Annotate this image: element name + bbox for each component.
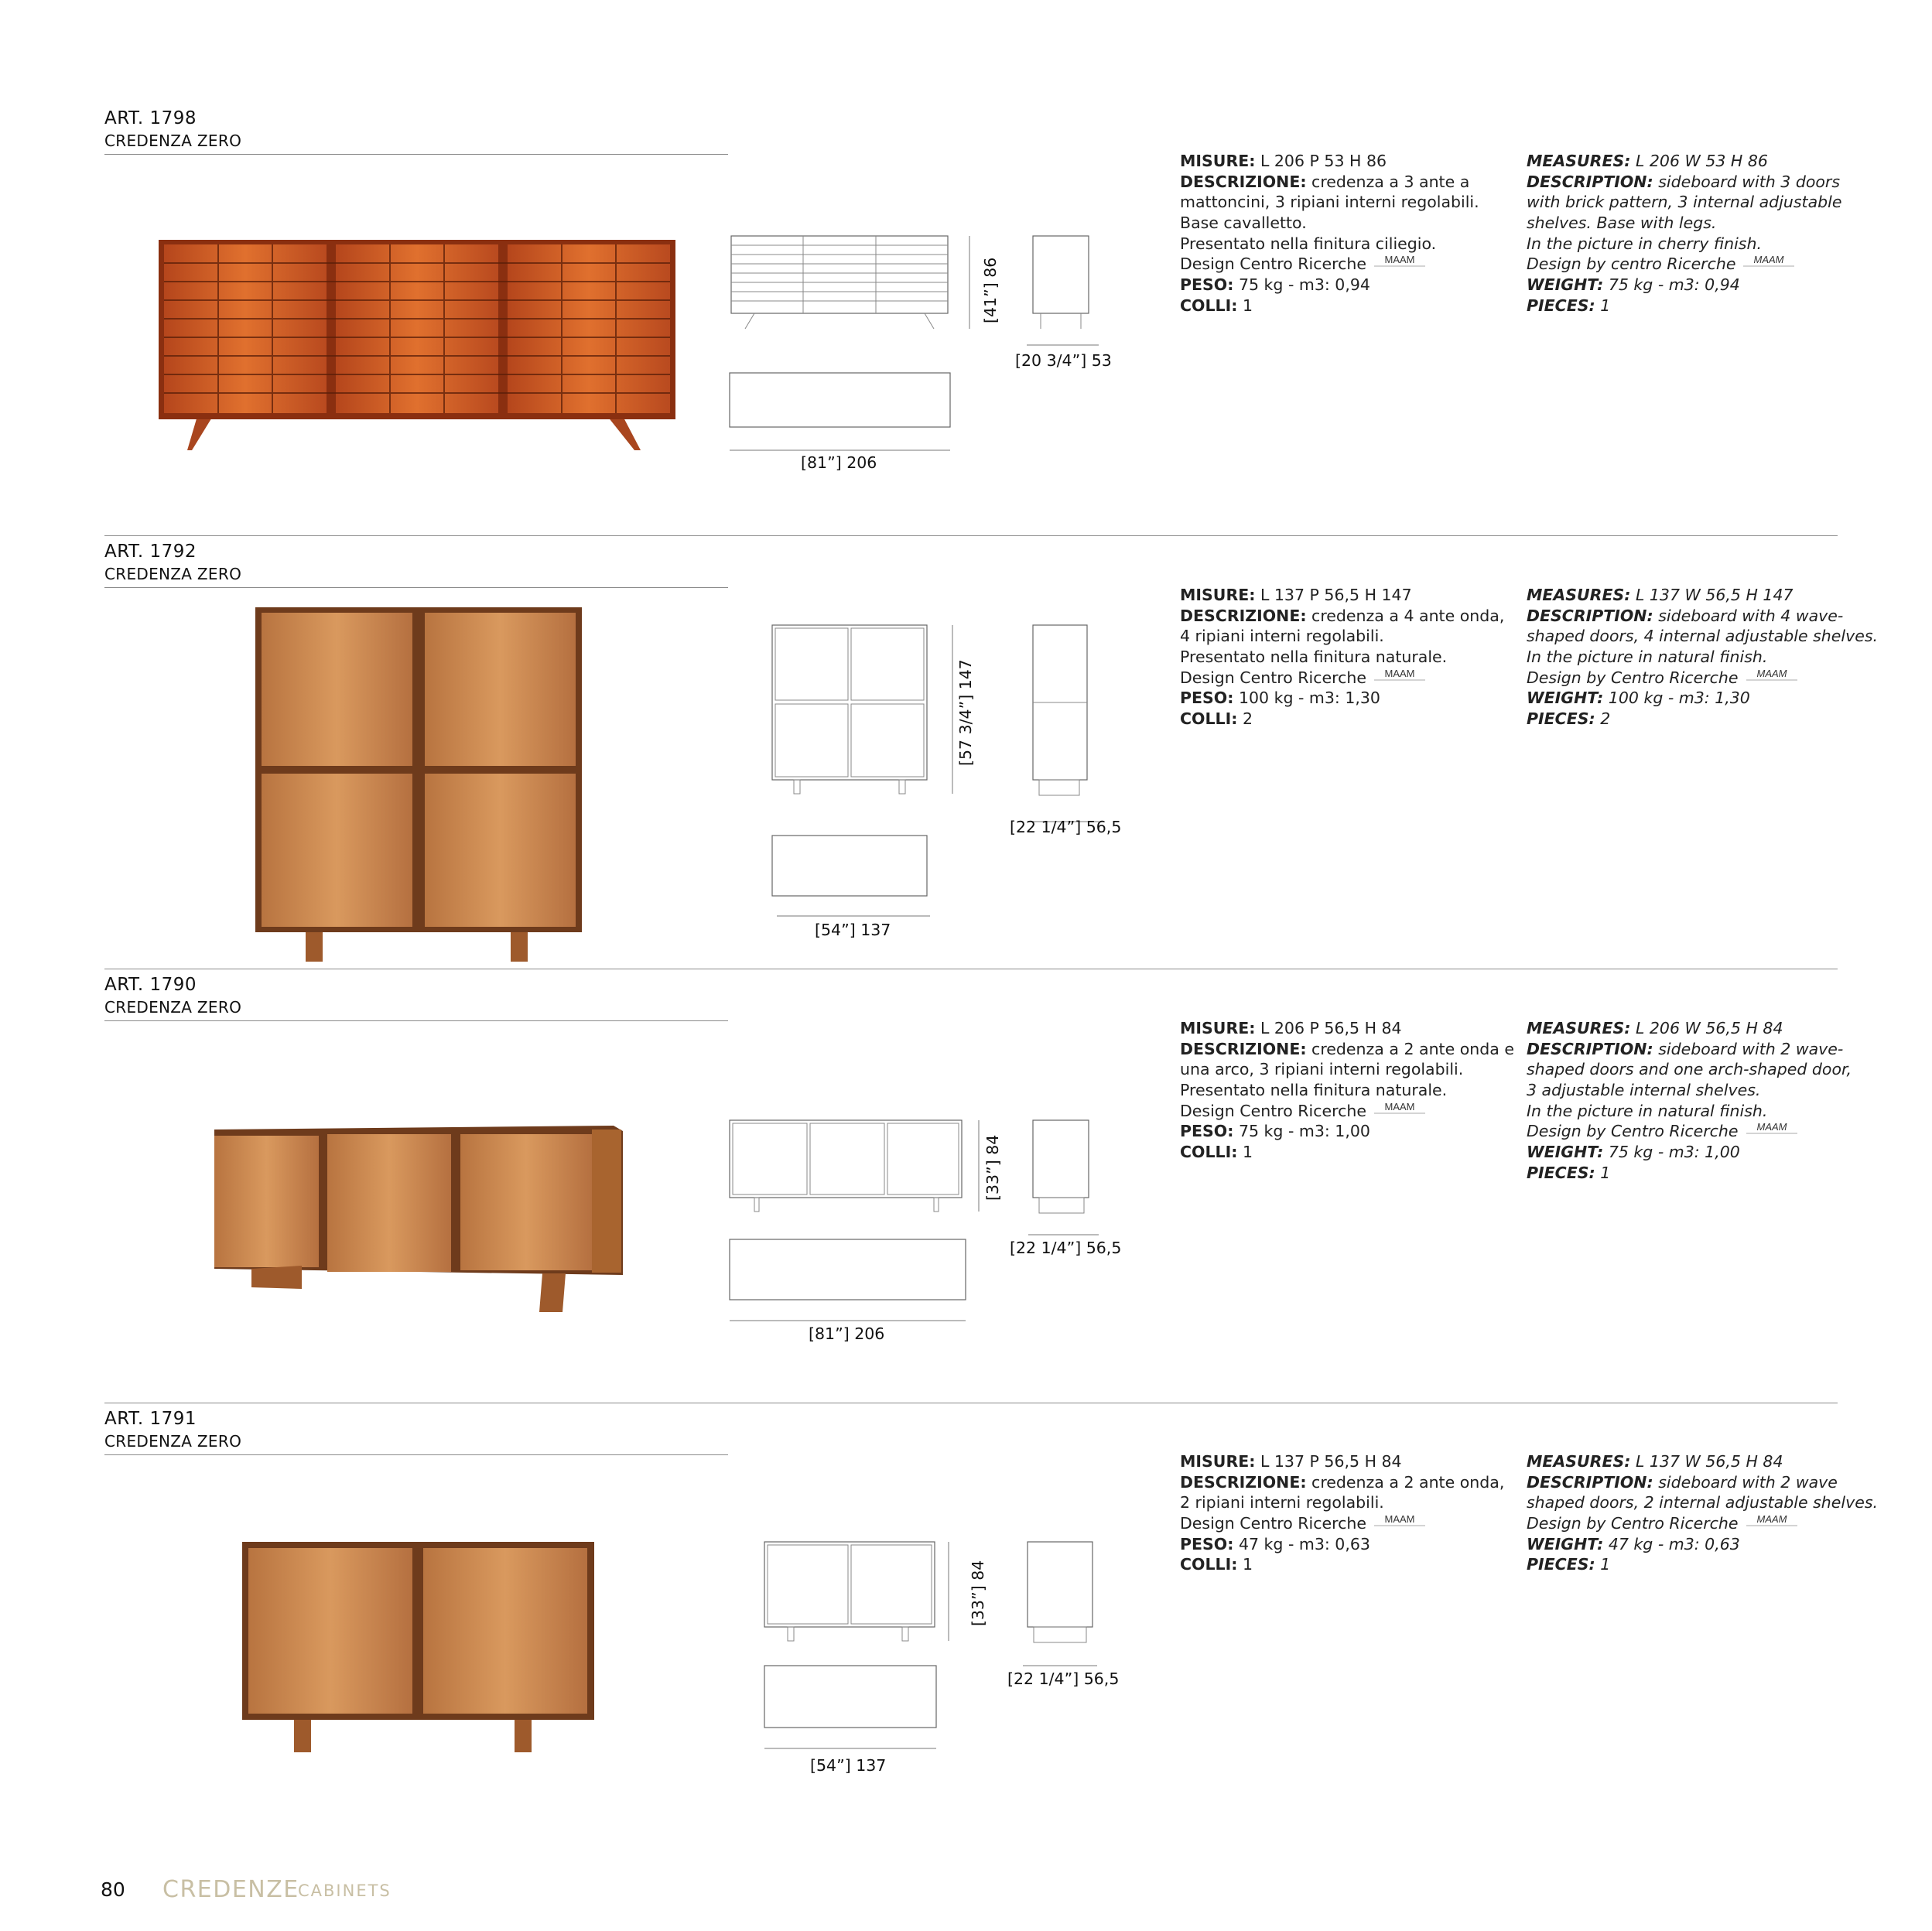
svg-text:MAAM: MAAM bbox=[1384, 667, 1415, 679]
product-photo-1790 bbox=[205, 1122, 627, 1315]
spec-line bbox=[1527, 606, 1878, 627]
spec-line bbox=[1527, 1121, 1852, 1142]
spec-line bbox=[1527, 1513, 1878, 1534]
footer-subcategory: CABINETS bbox=[298, 1881, 392, 1900]
spec-line bbox=[1527, 172, 1841, 193]
page-number: 80 bbox=[101, 1878, 125, 1901]
section-rule bbox=[104, 1020, 728, 1021]
spec-line bbox=[1527, 192, 1841, 213]
spec-value: Design Centro Ricerche bbox=[1180, 255, 1366, 274]
spec-value: Design by Centro Ricerche bbox=[1527, 1514, 1739, 1533]
spec-value: Design by centro Ricerche bbox=[1527, 255, 1736, 274]
spec-value: L 206 W 53 H 86 bbox=[1630, 152, 1768, 170]
spec-value: 1 bbox=[1237, 1555, 1253, 1574]
spec-value: 100 kg - m3: 1,30 bbox=[1233, 689, 1380, 708]
section-rule bbox=[104, 154, 728, 155]
article-code: ART. 1791 bbox=[104, 1409, 197, 1429]
specs-it-1798 bbox=[1180, 151, 1479, 316]
spec-line bbox=[1180, 606, 1504, 627]
spec-line bbox=[1527, 1101, 1852, 1122]
spec-line bbox=[1527, 1080, 1852, 1101]
spec-line bbox=[1527, 1018, 1852, 1039]
spec-value: 2 ripiani interni regolabili. bbox=[1180, 1493, 1384, 1512]
spec-value: L 206 W 56,5 H 84 bbox=[1630, 1019, 1783, 1037]
spec-value: Design Centro Ricerche bbox=[1180, 1514, 1366, 1533]
article-name: CREDENZA ZERO bbox=[104, 565, 242, 583]
spec-line bbox=[1527, 1534, 1878, 1555]
technical-drawing-1790 bbox=[723, 1114, 987, 1338]
maam-logo-icon bbox=[1373, 254, 1427, 271]
spec-line bbox=[1180, 585, 1504, 606]
spec-label: PIECES: bbox=[1527, 1555, 1595, 1574]
spec-line bbox=[1527, 151, 1841, 172]
spec-value: 47 kg - m3: 0,63 bbox=[1603, 1534, 1740, 1553]
spec-value: L 206 P 56,5 H 84 bbox=[1255, 1019, 1402, 1037]
section-rule bbox=[104, 587, 728, 588]
spec-value: with brick pattern, 3 internal adjustable bbox=[1527, 193, 1842, 212]
article-name: CREDENZA ZERO bbox=[104, 132, 242, 150]
side-drawing-1791 bbox=[1020, 1536, 1105, 1675]
spec-line bbox=[1180, 1451, 1504, 1472]
spec-line bbox=[1180, 1142, 1514, 1163]
spec-label: DESCRIZIONE: bbox=[1180, 172, 1307, 191]
spec-value: 75 kg - m3: 1,00 bbox=[1233, 1122, 1370, 1141]
spec-label: WEIGHT: bbox=[1527, 275, 1604, 295]
spec-value: Design Centro Ricerche bbox=[1180, 668, 1366, 687]
spec-line bbox=[1527, 709, 1878, 730]
section-divider bbox=[104, 535, 1838, 536]
spec-value: sideboard with 2 wave bbox=[1653, 1472, 1838, 1492]
spec-line bbox=[1527, 296, 1841, 316]
spec-value: una arco, 3 ripiani interni regolabili. bbox=[1180, 1060, 1464, 1079]
spec-label: DESCRIZIONE: bbox=[1180, 1039, 1307, 1058]
depth-dimension: [22 1/4”] 56,5 bbox=[1010, 818, 1122, 836]
spec-value: In the picture in natural finish. bbox=[1527, 1101, 1768, 1120]
spec-value: Presentato nella finitura ciliegio. bbox=[1180, 234, 1437, 253]
specs-it-1792 bbox=[1180, 585, 1504, 730]
svg-text:MAAM: MAAM bbox=[1756, 1121, 1787, 1133]
spec-label: MEASURES: bbox=[1527, 1019, 1631, 1037]
spec-line bbox=[1180, 626, 1504, 647]
svg-text:MAAM: MAAM bbox=[1753, 254, 1784, 266]
spec-line bbox=[1180, 296, 1479, 316]
spec-line bbox=[1180, 1492, 1504, 1513]
spec-value: credenza a 3 ante a bbox=[1306, 172, 1470, 191]
spec-line bbox=[1180, 1554, 1504, 1575]
specs-en-1790 bbox=[1527, 1018, 1852, 1184]
spec-line bbox=[1180, 688, 1504, 709]
spec-label: MEASURES: bbox=[1527, 152, 1631, 170]
width-dimension: [54”] 137 bbox=[810, 1756, 887, 1775]
spec-line bbox=[1527, 1451, 1878, 1472]
spec-line bbox=[1180, 647, 1504, 668]
spec-label: DESCRIPTION: bbox=[1527, 1039, 1653, 1058]
spec-line bbox=[1527, 585, 1878, 606]
spec-label: DESCRIPTION: bbox=[1527, 172, 1653, 191]
spec-value: L 206 P 53 H 86 bbox=[1255, 152, 1387, 170]
height-dimension: [57 3/4”] 147 bbox=[956, 659, 975, 766]
spec-value: Design by Centro Ricerche bbox=[1527, 1122, 1739, 1141]
spec-line bbox=[1527, 668, 1878, 689]
spec-line bbox=[1527, 1472, 1878, 1493]
spec-label: DESCRIZIONE: bbox=[1180, 606, 1307, 625]
technical-drawing-1792 bbox=[766, 619, 959, 928]
spec-label: COLLI: bbox=[1180, 1555, 1238, 1574]
maam-logo-icon bbox=[1373, 1101, 1427, 1118]
spec-line bbox=[1527, 1163, 1852, 1184]
spec-label: WEIGHT: bbox=[1527, 1143, 1604, 1162]
width-dimension: [81”] 206 bbox=[801, 453, 877, 472]
spec-line bbox=[1527, 1492, 1878, 1513]
spec-value: L 137 P 56,5 H 147 bbox=[1255, 586, 1412, 604]
spec-value: shaped doors and one arch-shaped door, bbox=[1527, 1060, 1852, 1079]
article-code: ART. 1790 bbox=[104, 975, 197, 995]
product-photo-1792 bbox=[248, 603, 588, 967]
article-code: ART. 1792 bbox=[104, 542, 197, 562]
spec-value: In the picture in natural finish. bbox=[1527, 648, 1768, 667]
spec-line bbox=[1180, 1101, 1514, 1122]
spec-line bbox=[1527, 234, 1841, 255]
spec-value: sideboard with 4 wave- bbox=[1653, 606, 1844, 625]
specs-en-1791 bbox=[1527, 1451, 1878, 1575]
spec-line bbox=[1527, 626, 1878, 647]
spec-line bbox=[1180, 1018, 1514, 1039]
side-drawing-1790 bbox=[1025, 1114, 1110, 1246]
height-dimension: [33”] 84 bbox=[969, 1560, 987, 1626]
spec-value: 3 adjustable internal shelves. bbox=[1527, 1081, 1761, 1100]
width-dimension: [54”] 137 bbox=[815, 921, 891, 939]
product-photo-1791 bbox=[236, 1536, 600, 1760]
article-name: CREDENZA ZERO bbox=[104, 1432, 242, 1451]
spec-label: PIECES: bbox=[1527, 709, 1595, 729]
maam-logo-icon bbox=[1745, 1121, 1799, 1138]
spec-line bbox=[1527, 213, 1841, 234]
spec-value: Design by Centro Ricerche bbox=[1527, 668, 1739, 687]
depth-dimension: [22 1/4”] 56,5 bbox=[1007, 1670, 1120, 1688]
spec-label: DESCRIZIONE: bbox=[1180, 1472, 1307, 1492]
spec-line bbox=[1527, 1142, 1852, 1163]
height-dimension: [41”] 86 bbox=[981, 257, 1000, 323]
spec-value: credenza a 4 ante onda, bbox=[1306, 606, 1505, 625]
spec-line bbox=[1180, 1513, 1504, 1534]
spec-line bbox=[1180, 1059, 1514, 1080]
spec-value: 1 bbox=[1595, 1163, 1611, 1182]
spec-value: 4 ripiani interni regolabili. bbox=[1180, 627, 1384, 646]
spec-line bbox=[1527, 1039, 1852, 1060]
spec-line bbox=[1180, 151, 1479, 172]
spec-value: L 137 P 56,5 H 84 bbox=[1255, 1452, 1402, 1471]
spec-label: WEIGHT: bbox=[1527, 689, 1604, 708]
spec-value: sideboard with 2 wave- bbox=[1653, 1039, 1844, 1058]
technical-drawing-1791 bbox=[758, 1536, 959, 1768]
side-drawing-1798 bbox=[1025, 232, 1110, 348]
spec-value: sideboard with 3 doors bbox=[1653, 172, 1841, 191]
spec-label: WEIGHT: bbox=[1527, 1534, 1604, 1553]
svg-text:MAAM: MAAM bbox=[1384, 1100, 1415, 1112]
maam-logo-icon bbox=[1373, 1513, 1427, 1530]
spec-line bbox=[1180, 213, 1479, 234]
product-photo-1798 bbox=[155, 232, 681, 456]
depth-dimension: [20 3/4”] 53 bbox=[1015, 351, 1112, 370]
spec-line bbox=[1180, 1534, 1504, 1555]
article-code: ART. 1798 bbox=[104, 108, 197, 128]
spec-line bbox=[1180, 172, 1479, 193]
spec-value: Base cavalletto. bbox=[1180, 214, 1307, 233]
spec-value: 1 bbox=[1595, 296, 1611, 315]
spec-line bbox=[1180, 275, 1479, 296]
spec-line bbox=[1180, 1080, 1514, 1101]
spec-line bbox=[1527, 1059, 1852, 1080]
spec-line bbox=[1527, 647, 1878, 668]
section-rule bbox=[104, 1454, 728, 1455]
spec-value: 100 kg - m3: 1,30 bbox=[1603, 689, 1750, 708]
spec-value: mattoncini, 3 ripiani interni regolabili. bbox=[1180, 193, 1479, 212]
spec-label: PESO: bbox=[1180, 689, 1234, 708]
svg-text:MAAM: MAAM bbox=[1756, 667, 1787, 679]
spec-value: 75 kg - m3: 0,94 bbox=[1603, 275, 1740, 295]
maam-logo-icon bbox=[1745, 1513, 1799, 1530]
spec-value: L 137 W 56,5 H 147 bbox=[1630, 586, 1794, 604]
spec-value: shaped doors, 4 internal adjustable shelves. bbox=[1527, 627, 1879, 646]
spec-line bbox=[1180, 1121, 1514, 1142]
spec-value: 1 bbox=[1237, 296, 1253, 315]
spec-line bbox=[1180, 234, 1479, 255]
spec-label: COLLI: bbox=[1180, 1143, 1238, 1162]
specs-it-1791 bbox=[1180, 1451, 1504, 1575]
spec-label: PESO: bbox=[1180, 1122, 1234, 1141]
spec-label: MISURE: bbox=[1180, 1019, 1256, 1037]
spec-value: 1 bbox=[1237, 1143, 1253, 1162]
spec-value: Presentato nella finitura naturale. bbox=[1180, 648, 1448, 667]
depth-dimension: [22 1/4”] 56,5 bbox=[1010, 1239, 1122, 1257]
spec-label: MISURE: bbox=[1180, 152, 1256, 170]
spec-label: MISURE: bbox=[1180, 586, 1256, 604]
spec-line bbox=[1180, 192, 1479, 213]
spec-value: In the picture in cherry finish. bbox=[1527, 234, 1762, 253]
spec-label: PESO: bbox=[1180, 275, 1234, 295]
specs-it-1790 bbox=[1180, 1018, 1514, 1163]
spec-value: 47 kg - m3: 0,63 bbox=[1233, 1534, 1370, 1553]
spec-value: credenza a 2 ante onda, bbox=[1306, 1472, 1505, 1492]
spec-label: MEASURES: bbox=[1527, 1452, 1631, 1471]
spec-value: shelves. Base with legs. bbox=[1527, 214, 1717, 233]
spec-value: 75 kg - m3: 0,94 bbox=[1233, 275, 1370, 295]
spec-line bbox=[1527, 254, 1841, 275]
spec-value: Presentato nella finitura naturale. bbox=[1180, 1081, 1448, 1100]
maam-logo-icon bbox=[1742, 254, 1796, 271]
spec-label: COLLI: bbox=[1180, 709, 1238, 729]
footer-category: CREDENZE bbox=[162, 1876, 299, 1903]
spec-label: PESO: bbox=[1180, 1534, 1234, 1553]
spec-line bbox=[1180, 709, 1504, 730]
spec-label: MISURE: bbox=[1180, 1452, 1256, 1471]
spec-line bbox=[1180, 668, 1504, 689]
svg-text:MAAM: MAAM bbox=[1384, 254, 1415, 266]
spec-value: 2 bbox=[1237, 709, 1253, 729]
specs-en-1792 bbox=[1527, 585, 1878, 730]
spec-line bbox=[1527, 688, 1878, 709]
spec-label: PIECES: bbox=[1527, 1163, 1595, 1182]
spec-value: credenza a 2 ante onda e bbox=[1306, 1039, 1514, 1058]
svg-text:MAAM: MAAM bbox=[1384, 1513, 1415, 1526]
maam-logo-icon bbox=[1745, 668, 1799, 685]
width-dimension: [81”] 206 bbox=[809, 1324, 885, 1343]
spec-line bbox=[1527, 275, 1841, 296]
specs-en-1798 bbox=[1527, 151, 1841, 316]
side-drawing-1792 bbox=[1025, 619, 1110, 836]
spec-line bbox=[1180, 254, 1479, 275]
height-dimension: [33”] 84 bbox=[983, 1134, 1002, 1201]
spec-line bbox=[1180, 1472, 1504, 1493]
spec-value: 75 kg - m3: 1,00 bbox=[1603, 1143, 1740, 1162]
maam-logo-icon bbox=[1373, 668, 1427, 685]
spec-label: COLLI: bbox=[1180, 296, 1238, 315]
spec-line bbox=[1180, 1039, 1514, 1060]
spec-value: 1 bbox=[1595, 1555, 1611, 1574]
spec-label: DESCRIPTION: bbox=[1527, 606, 1653, 625]
spec-value: L 137 W 56,5 H 84 bbox=[1630, 1452, 1783, 1471]
spec-label: MEASURES: bbox=[1527, 586, 1631, 604]
spec-value: shaped doors, 2 internal adjustable shelves. bbox=[1527, 1493, 1879, 1512]
article-name: CREDENZA ZERO bbox=[104, 998, 242, 1017]
spec-label: DESCRIPTION: bbox=[1527, 1472, 1653, 1492]
spec-value: Design Centro Ricerche bbox=[1180, 1101, 1366, 1120]
spec-value: 2 bbox=[1595, 709, 1611, 729]
spec-label: PIECES: bbox=[1527, 296, 1595, 315]
svg-text:MAAM: MAAM bbox=[1756, 1513, 1787, 1526]
spec-line bbox=[1527, 1554, 1878, 1575]
technical-drawing-1798 bbox=[723, 232, 987, 464]
